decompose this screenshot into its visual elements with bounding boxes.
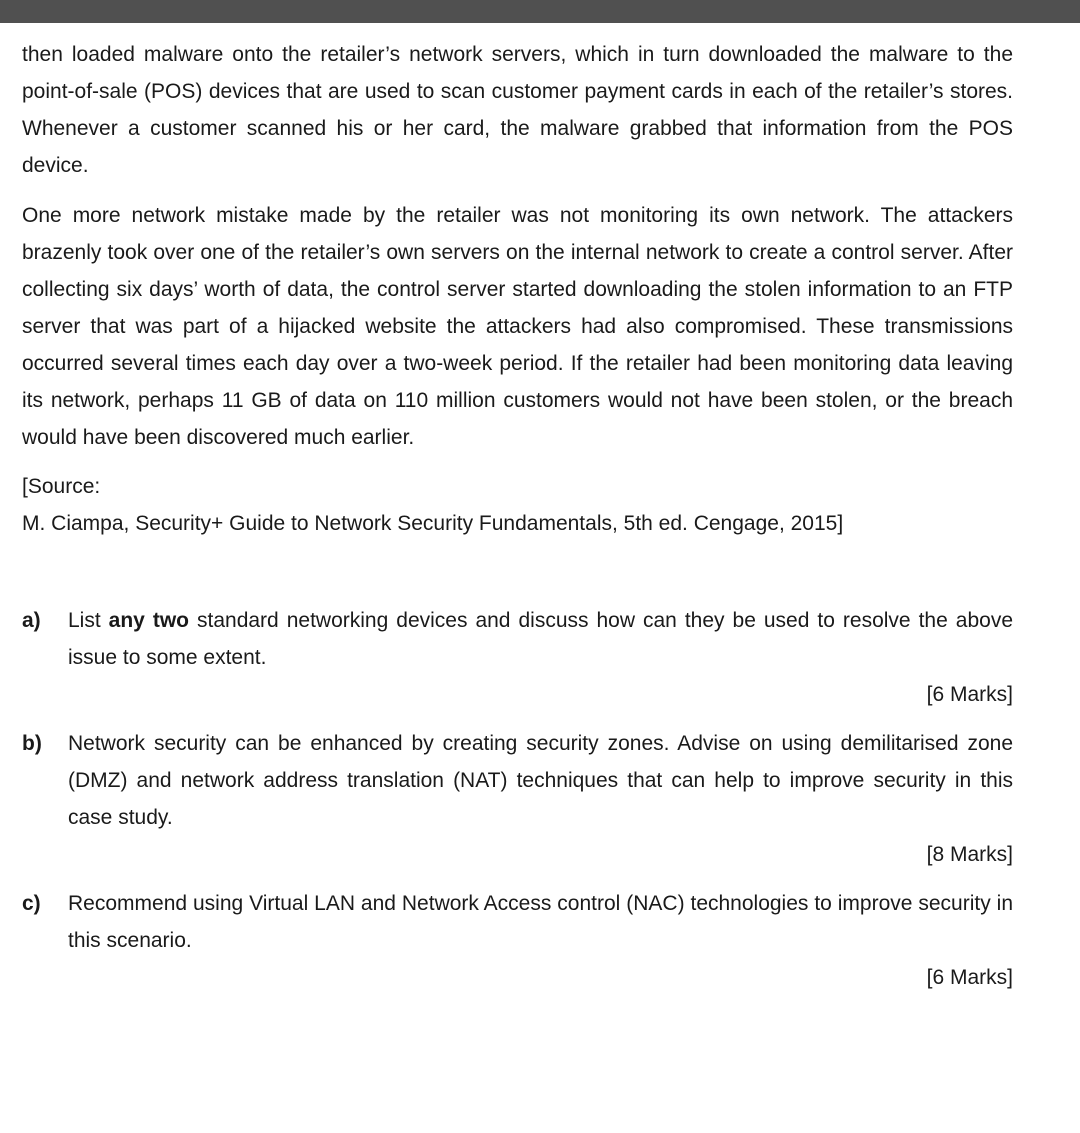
source-label: [Source: [22, 475, 101, 498]
question-text [68, 602, 1013, 676]
question-letter: a) [22, 609, 41, 632]
question-a [22, 602, 1013, 676]
question-text: Network security can be enhanced by creating security zones. Advise on using demilitarised zone (DMZ) and network address translation (NAT) techniques that can help to improve security in this case study. [68, 732, 1013, 829]
paragraph-monitoring: One more network mistake made by the retailer was not monitoring its own network. The attackers brazenly took over one of the retailer’s own servers on the internal network to create a control server. After collecting six days’ worth of data, the control server started downloading the stolen information to an FTP server that was part of a hijacked website the attackers had also compromised. These transmissions occurred several times each day over a two-week period. If the retailer had been monitoring data leaving its network, perhaps 11 GB of data on 110 million customers would not have been stolen, or the breach would have been discovered much earlier. [22, 204, 1013, 449]
question-text-emphasis: any two [108, 609, 190, 632]
source-citation [22, 468, 1013, 542]
question-text-part: List [68, 609, 109, 632]
document-page [22, 36, 1013, 1008]
question-letter: c) [22, 892, 41, 915]
marks-c: [6 Marks] [926, 966, 1013, 989]
marks-b: [8 Marks] [926, 843, 1013, 866]
question-text-part: standard networking devices and discuss how can they be used to resolve the above issue to some extent. [68, 609, 1013, 669]
paragraph-malware: then loaded malware onto the retailer’s network servers, which in turn downloaded the malware to the point-of-sale (POS) devices that are used to scan customer payment cards in each of the retailer’s stores. Whenever a customer scanned his or her card, the malware grabbed that information from the POS device. [22, 43, 1013, 177]
question-letter: b) [22, 732, 42, 755]
questions-list [22, 602, 1013, 996]
question-text: Recommend using Virtual LAN and Network Access control (NAC) technologies to improve security in this scenario. [68, 892, 1013, 952]
marks-a: [6 Marks] [926, 683, 1013, 706]
top-bar [0, 0, 1080, 23]
question-b [22, 725, 1013, 836]
source-reference: M. Ciampa, Security+ Guide to Network Security Fundamentals, 5th ed. Cengage, 2015] [22, 512, 844, 535]
question-c [22, 885, 1013, 959]
